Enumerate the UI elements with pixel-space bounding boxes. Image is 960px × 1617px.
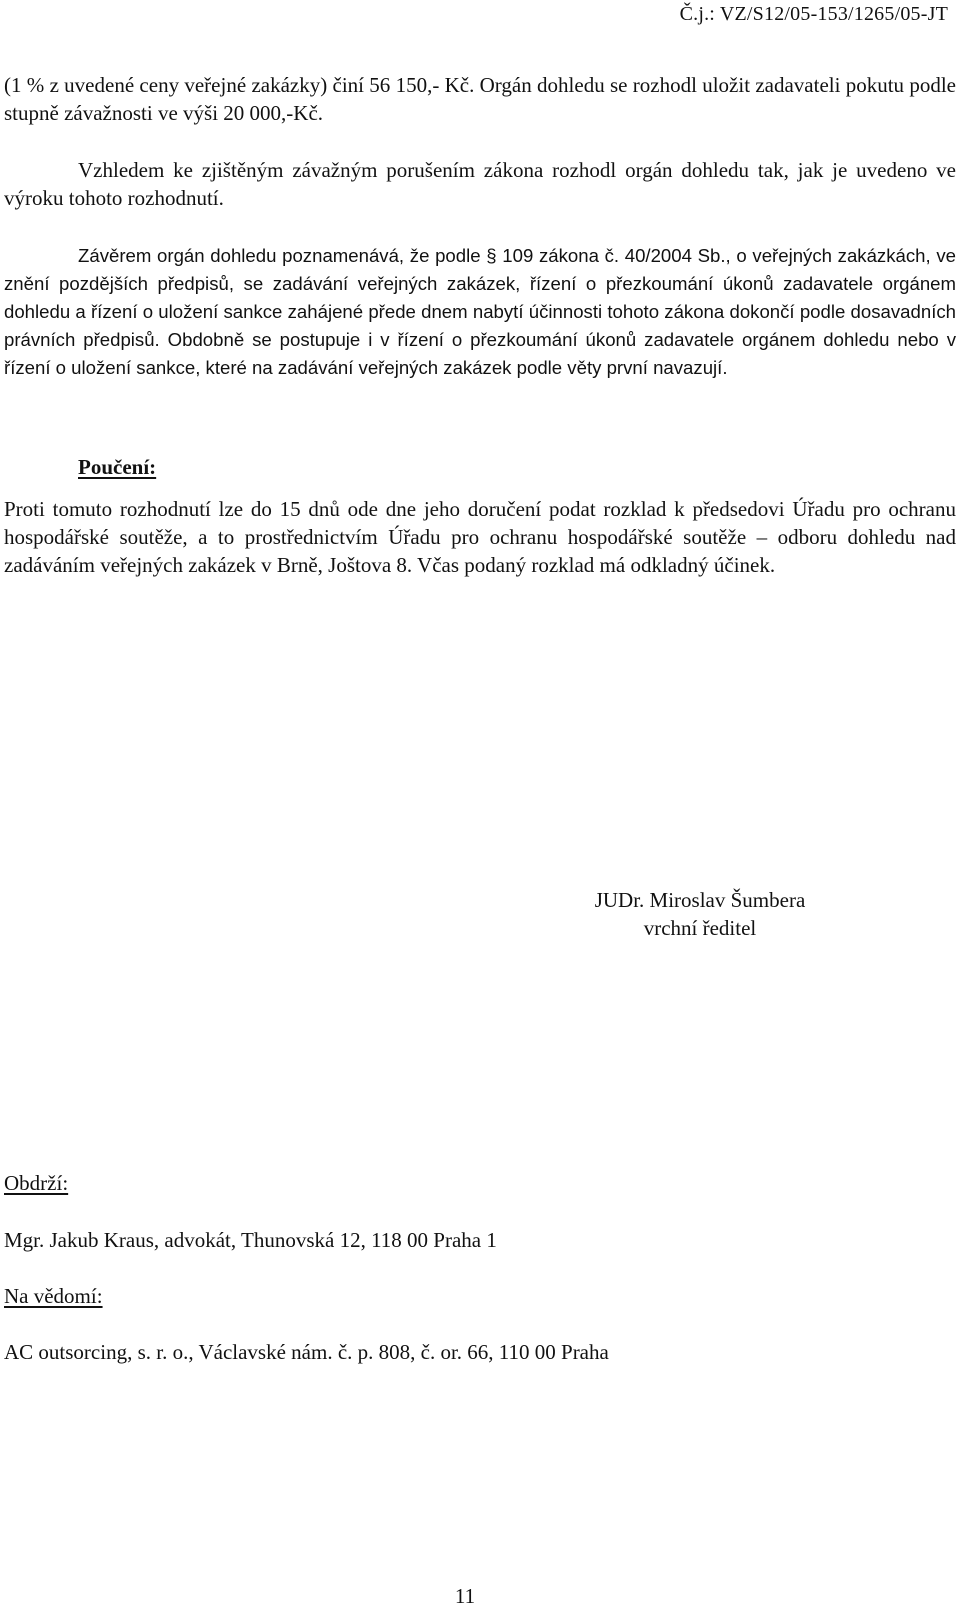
instruction-heading: Poučení:	[78, 455, 157, 479]
for-information-label: Na vědomí:	[4, 1284, 103, 1308]
signature-name: JUDr. Miroslav Šumbera	[594, 888, 806, 912]
paragraph-conclusion: Závěrem orgán dohledu poznamenává, že podle § 109 zákona č. 40/2004 Sb., o veřejných zakázkách, ve znění pozdějších předpisů, se zadávání veřejných zakázek, řízení o přezkoumání úkonů zadavatele orgánem dohledu a řízení o uložení sankce zahájené přede dnem nabytí účinnosti tohoto zákona dokončí podle dosavadních právních předpisů. Obdobně se postupuje i v řízení o přezkoumání úkonů zadavatele orgánem dohledu nebo v řízení o uložení sankce, které na zadávání veřejných zakázek podle věty první navazují.	[4, 245, 956, 378]
paragraph-instruction: Proti tomuto rozhodnutí lze do 15 dnů ode dne jeho doručení podat rozklad k předsedovi Úřadu pro ochranu hospodářské soutěže, a to prostřednictvím Úřadu pro ochranu hospodářské soutěže – odboru dohledu nad zadáváním veřejných zakázek v Brně, Joštova 8. Včas podaný rozklad má odkladný účinek.	[4, 497, 956, 577]
signature-title: vrchní ředitel	[643, 916, 757, 940]
paragraph-decision: Vzhledem ke zjištěným závažným porušením zákona rozhodl orgán dohledu tak, jak je uvedeno ve výroku tohoto rozhodnutí.	[4, 158, 956, 210]
reference-number: Č.j.: VZ/S12/05-153/1265/05-JT	[679, 3, 948, 25]
page-number: 11	[454, 1584, 476, 1608]
signature-block	[560, 886, 840, 942]
for-information-line: AC outsorcing, s. r. o., Václavské nám. č. p. 808, č. or. 66, 110 00 Praha	[4, 1340, 609, 1364]
paragraph-fine: (1 % z uvedené ceny veřejné zakázky) činí 56 150,- Kč. Orgán dohledu se rozhodl uložit zadavateli pokutu podle stupně závažnosti ve výši 20 000,-Kč.	[4, 73, 956, 125]
recipients-label: Obdrží:	[4, 1171, 69, 1195]
recipient-line: Mgr. Jakub Kraus, advokát, Thunovská 12, 118 00 Praha 1	[4, 1228, 497, 1252]
